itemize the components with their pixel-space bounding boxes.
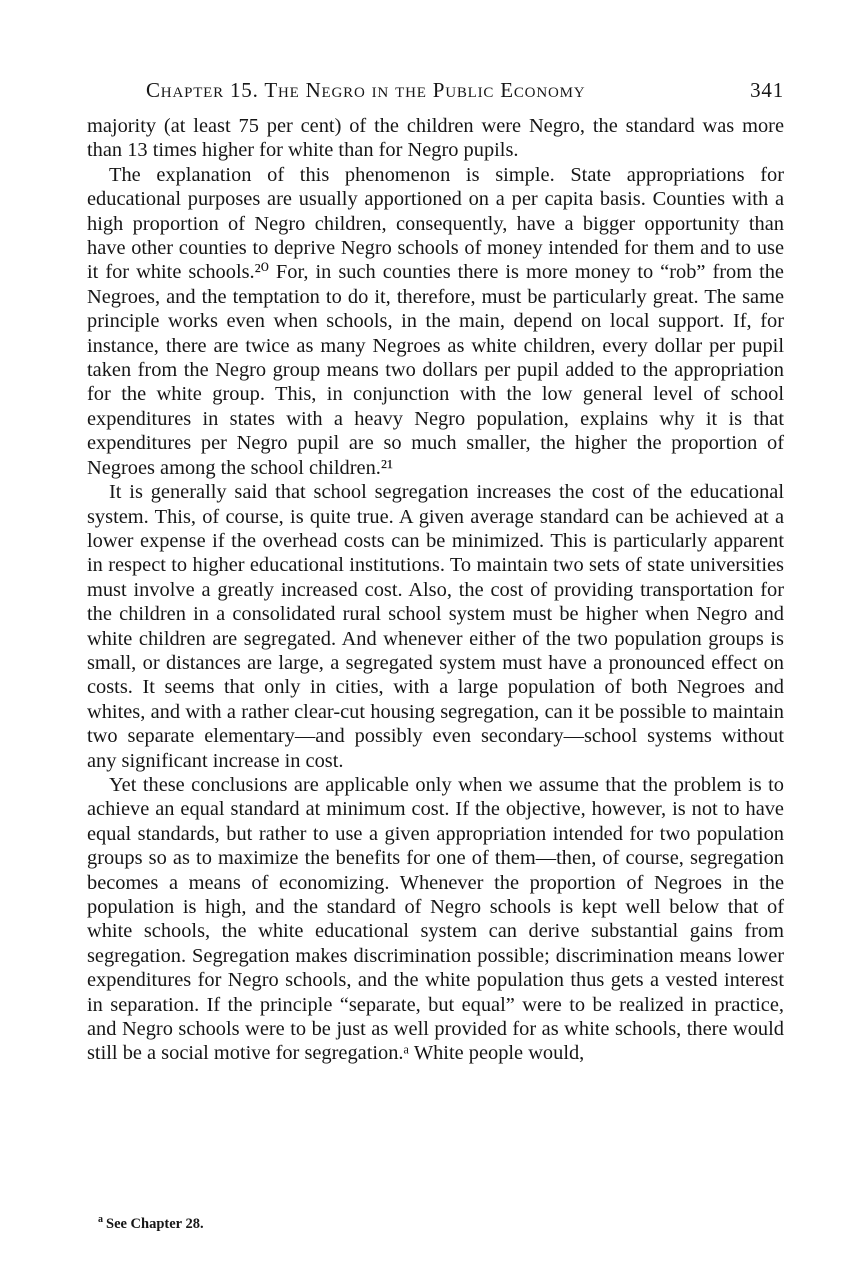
footnote (98, 1211, 204, 1233)
paragraph: It is generally said that school segregation increases the cost of the educational system. This, of course, is quite true. A given average standard can be achieved at a lower expense if the overhead costs can be minimized. This is particularly apparent in respect to higher educational institutions. To maintain two sets of state universities must involve a greatly increased cost. Also, the cost of providing transportation for the children in a consolidated rural school system must be higher when Negro and white children are segregated. And whenever either of the two population groups is small, or distances are large, a segregated system must have a pronounced effect on costs. It seems that only in cities, with a large population of both Negroes and whites, and with a rather clear-cut housing segregation, can it be possible to maintain two separate elementary—and possibly even secondary—school systems without any significant increase in cost. (87, 481, 784, 772)
paragraph: Yet these conclusions are applicable only when we assume that the problem is to achieve an equal standard at minimum cost. If the objective, however, is not to have equal standards, but rather to use a given appropriation intended for two population groups so as to maximize the benefits for one of them—then, of course, segregation becomes a means of economizing. Whenever the proportion of Negroes in the population is high, and the standard of Negro schools is kept well below that of white schools, the white educational system can derive substantial gains from segregation. Segregation makes discrimination possible; discrimination means lower expenditures for Negro schools, and the white population thus gets a vested interest in separation. If the principle “separate, but equal” were to be realized in practice, and Negro schools were to be just as well provided for as white schools, there would still be a social motive for segregation.ᵃ White people would, (87, 773, 784, 1065)
paragraph: The explanation of this phenomenon is simple. State appropriations for educational purposes are usually apportioned on a per capita basis. Counties with a high proportion of Negro children, consequently, have a bigger opportunity than have other counties to deprive Negro schools of money intended for them and to use it for white schools.²⁰ For, in such counties there is more money to “rob” from the Negroes, and the temptation to do it, therefore, must be particularly great. The same principle works even when schools, in the main, depend on local support. If, for instance, there are twice as many Negroes as white children, every dollar per pupil taken from the Negro group means two dollars per pupil added to the appropriation for the white group. This, in conjunction with the low general level of school expenditures in states with a heavy Negro population, explains why it is that expenditures per Negro pupil are so much smaller, the higher the proportion of Negroes among the school children.²¹ (87, 163, 784, 479)
footnote-marker: a (98, 1214, 103, 1225)
chapter-title: Chapter 15. The Negro in the Public Economy (146, 78, 586, 102)
paragraph-continued: majority (at least 75 per cent) of the children were Negro, the standard was more than 13 times higher for white than for Negro pupils. (87, 115, 784, 162)
footnote-text: See Chapter 28. (106, 1215, 204, 1232)
running-head (146, 78, 784, 108)
body-text (87, 114, 784, 1066)
page-number: 341 (750, 78, 784, 102)
